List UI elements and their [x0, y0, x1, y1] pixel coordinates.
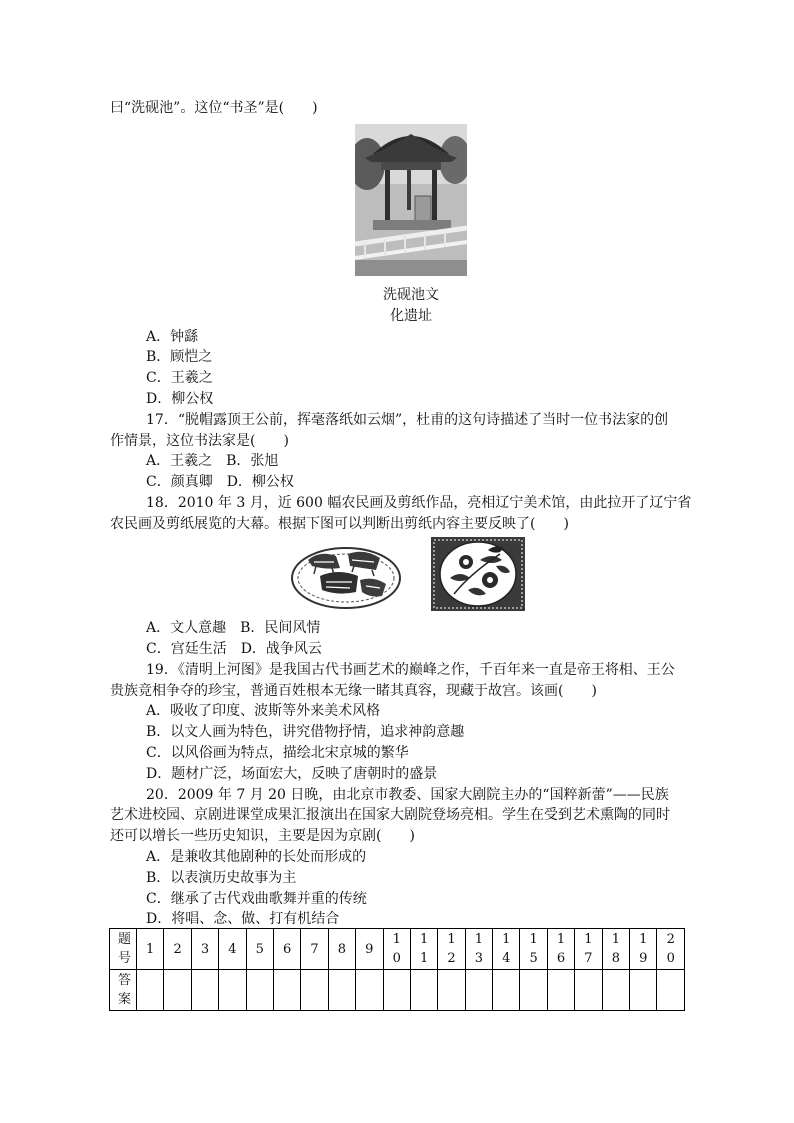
- table-cell-number: 20: [657, 929, 685, 970]
- pavilion-photo: [355, 124, 467, 276]
- q19-stem-line2: 贵族竞相争夺的珍宝，普通百姓根本无缘一睹其真容，现藏于故宫。该画( ): [110, 683, 597, 699]
- table-cell-number: 11: [410, 929, 437, 970]
- answer-table-number-row: [110, 929, 685, 970]
- photo-caption-line2: 化遗址: [390, 308, 432, 324]
- table-cell-number: 14: [493, 929, 520, 970]
- q20-option-c: C．继承了古代戏曲歌舞并重的传统: [146, 891, 367, 907]
- answer-cell[interactable]: [465, 970, 492, 1011]
- answer-cell[interactable]: [191, 970, 218, 1011]
- table-cell-number: 10: [383, 929, 410, 970]
- q19-option-d: D．题材广泛，场面宏大，反映了唐朝时的盛景: [146, 766, 438, 782]
- q16-option-c: C．王羲之: [146, 370, 213, 386]
- answer-cell[interactable]: [273, 970, 300, 1011]
- q16-option-d: D．柳公权: [146, 391, 214, 407]
- answer-cell[interactable]: [137, 970, 164, 1011]
- q20-stem-line2: 艺术进校园、京剧进课堂成果汇报演出在国家大剧院登场亮相。学生在受到艺术熏陶的同时: [110, 807, 670, 823]
- q16-option-a: A．钟繇: [146, 329, 199, 345]
- q17-stem-line1: 17．“脱帽露顶王公前，挥毫落纸如云烟”，杜甫的这句诗描述了当时一位书法家的创: [146, 412, 669, 428]
- answer-cell[interactable]: [356, 970, 383, 1011]
- answer-cell[interactable]: [438, 970, 465, 1011]
- answer-cell[interactable]: [602, 970, 629, 1011]
- q20-stem-line1: 20．2009 年 7 月 20 日晚，由北京市教委、国家大剧院主办的“国粹新蕾”——民族: [146, 787, 669, 803]
- q19-option-a: A．吸收了印度、波斯等外来美术风格: [146, 703, 381, 719]
- table-header-answer: 答案: [110, 970, 137, 1011]
- photo-caption-line1: 洗砚池文: [383, 287, 439, 303]
- q17-options-row2: C．颜真卿 D．柳公权: [146, 474, 294, 490]
- answer-cell[interactable]: [301, 970, 328, 1011]
- table-cell-number: 1: [137, 929, 164, 970]
- table-cell-number: 5: [246, 929, 273, 970]
- table-cell-number: 7: [301, 929, 328, 970]
- q19-option-b: B．以文人画为特色，讲究借物抒情，追求神韵意趣: [146, 724, 465, 740]
- answer-cell[interactable]: [547, 970, 574, 1011]
- q20-option-d: D．将唱、念、做、打有机结合: [146, 911, 340, 927]
- table-cell-number: 19: [630, 929, 657, 970]
- answer-cell[interactable]: [328, 970, 355, 1011]
- answer-cell[interactable]: [493, 970, 520, 1011]
- answer-cell[interactable]: [410, 970, 437, 1011]
- answer-cell[interactable]: [575, 970, 602, 1011]
- answer-cell[interactable]: [657, 970, 685, 1011]
- answer-cell[interactable]: [630, 970, 657, 1011]
- q16-stem-end: 曰“洗砚池”。这位“书圣”是( ): [110, 100, 318, 116]
- q17-options-row1: A．王羲之 B．张旭: [146, 453, 279, 469]
- table-cell-number: 16: [547, 929, 574, 970]
- q18-options-row1: A．文人意趣 B．民间风情: [146, 620, 321, 636]
- answer-table-answer-row: [110, 970, 685, 1011]
- answer-cell[interactable]: [246, 970, 273, 1011]
- q17-stem-line2: 作情景，这位书法家是( ): [110, 433, 289, 449]
- table-header-question-number: 题号: [110, 929, 137, 970]
- q18-stem-line1: 18．2010 年 3 月，近 600 幅农民画及剪纸作品，亮相辽宁美术馆，由此拉开了辽宁省: [146, 495, 692, 511]
- q18-stem-line2: 农民画及剪纸展览的大幕。根据下图可以判断出剪纸内容主要反映了( ): [110, 516, 569, 532]
- table-cell-number: 17: [575, 929, 602, 970]
- table-cell-number: 3: [191, 929, 218, 970]
- table-cell-number: 6: [273, 929, 300, 970]
- table-cell-number: 2: [164, 929, 191, 970]
- table-cell-number: 15: [520, 929, 547, 970]
- q18-options-row2: C．宫廷生活 D．战争风云: [146, 641, 322, 657]
- papercut-flower-image: [430, 536, 526, 612]
- table-cell-number: 9: [356, 929, 383, 970]
- answer-cell[interactable]: [383, 970, 410, 1011]
- q20-stem-line3: 还可以增长一些历史知识，主要是因为京剧( ): [110, 828, 415, 844]
- table-cell-number: 18: [602, 929, 629, 970]
- q19-option-c: C．以风俗画为特点，描绘北宋京城的繁华: [146, 745, 409, 761]
- table-cell-number: 4: [219, 929, 246, 970]
- q16-option-b: B．顾恺之: [146, 349, 213, 365]
- papercut-oxen-image: [290, 540, 402, 610]
- q19-stem-line1: 19．《清明上河图》是我国古代书画艺术的巅峰之作，千百年来一直是帝王将相、王公: [146, 662, 675, 678]
- q20-option-a: A．是兼收其他剧种的长处而形成的: [146, 849, 367, 865]
- q20-option-b: B．以表演历史故事为主: [146, 870, 297, 886]
- table-cell-number: 12: [438, 929, 465, 970]
- answer-cell[interactable]: [219, 970, 246, 1011]
- table-cell-number: 13: [465, 929, 492, 970]
- answer-cell[interactable]: [164, 970, 191, 1011]
- answer-cell[interactable]: [520, 970, 547, 1011]
- table-cell-number: 8: [328, 929, 355, 970]
- answer-table: [109, 928, 685, 1011]
